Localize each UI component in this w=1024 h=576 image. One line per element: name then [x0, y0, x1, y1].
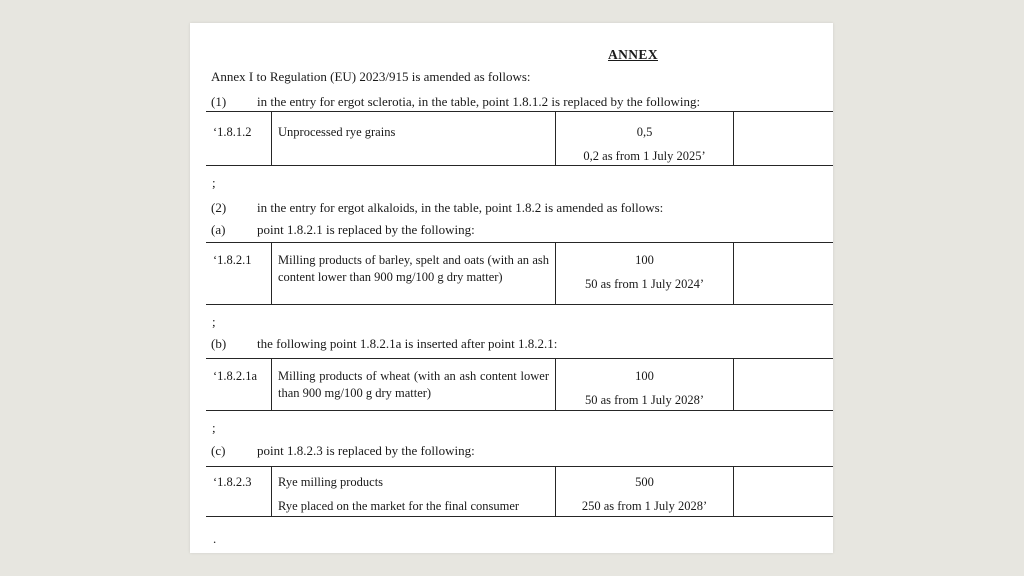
list-marker-c: (c) [211, 443, 226, 458]
cell-limit-values [556, 359, 734, 410]
limit-value-1: 500 [635, 475, 654, 489]
limit-value-1: 100 [635, 369, 654, 383]
limit-value-2: 250 as from 1 July 2028’ [581, 499, 708, 513]
cell-point-number: ‘1.8.2.3 [206, 467, 272, 516]
limit-value-1: 0,5 [636, 125, 653, 139]
description-line-1: Unprocessed rye grains [278, 125, 396, 139]
cell-description [272, 467, 556, 516]
cell-limit-values [556, 467, 734, 516]
list-text-b: the following point 1.8.2.1a is inserted after point 1.8.2.1: [257, 336, 558, 351]
separator-semicolon-3: ; [212, 420, 216, 435]
list-text-c: point 1.8.2.3 is replaced by the following: [257, 443, 475, 458]
separator-semicolon-2: ; [212, 314, 216, 329]
cell-limit-values [556, 112, 734, 165]
limit-value-2: 50 as from 1 July 2028’ [584, 393, 705, 407]
cell-description [272, 112, 556, 165]
cell-empty [734, 243, 833, 304]
list-marker-2: (2) [211, 200, 227, 215]
list-text-2: in the entry for ergot alkaloids, in the table, point 1.8.2 is amended as follows: [257, 200, 664, 215]
amendment-table-2-row [206, 242, 833, 305]
annex-heading: ANNEX [607, 47, 658, 62]
document-page [190, 23, 833, 553]
list-text-1: in the entry for ergot sclerotia, in the table, point 1.8.1.2 is replaced by the following: [257, 94, 701, 109]
cell-empty [734, 359, 833, 410]
closing-period: . [213, 531, 217, 546]
amendment-table-1-row [206, 111, 833, 166]
description-line-2: Rye placed on the market for the final consumer [278, 499, 520, 513]
list-marker-b: (b) [211, 336, 227, 351]
limit-value-2: 0,2 as from 1 July 2025’ [583, 149, 706, 163]
list-marker-a: (a) [211, 222, 226, 237]
amendment-table-4-row [206, 466, 833, 517]
limit-value-1: 100 [635, 253, 654, 267]
cell-empty [734, 467, 833, 516]
description-line-1: Rye milling products [278, 475, 384, 489]
amendment-table-3-row [206, 358, 833, 411]
cell-empty [734, 112, 833, 165]
cell-point-number: ‘1.8.2.1 [206, 243, 272, 304]
description-line-1: Milling products of barley, spelt and oats (with an ash content lower than 900 mg/100 g dry matter) [278, 253, 549, 284]
cell-description [272, 359, 556, 410]
list-text-a: point 1.8.2.1 is replaced by the following: [257, 222, 475, 237]
cell-description [272, 243, 556, 304]
separator-semicolon-1: ; [212, 175, 216, 190]
list-marker-1: (1) [211, 94, 227, 109]
limit-value-2: 50 as from 1 July 2024’ [584, 277, 705, 291]
intro-paragraph: Annex I to Regulation (EU) 2023/915 is amended as follows: [211, 69, 531, 84]
description-line-1: Milling products of wheat (with an ash content lower than 900 mg/100 g dry matter) [278, 369, 549, 400]
cell-point-number: ‘1.8.1.2 [206, 112, 272, 165]
cell-limit-values [556, 243, 734, 304]
cell-point-number: ‘1.8.2.1a [206, 359, 272, 410]
